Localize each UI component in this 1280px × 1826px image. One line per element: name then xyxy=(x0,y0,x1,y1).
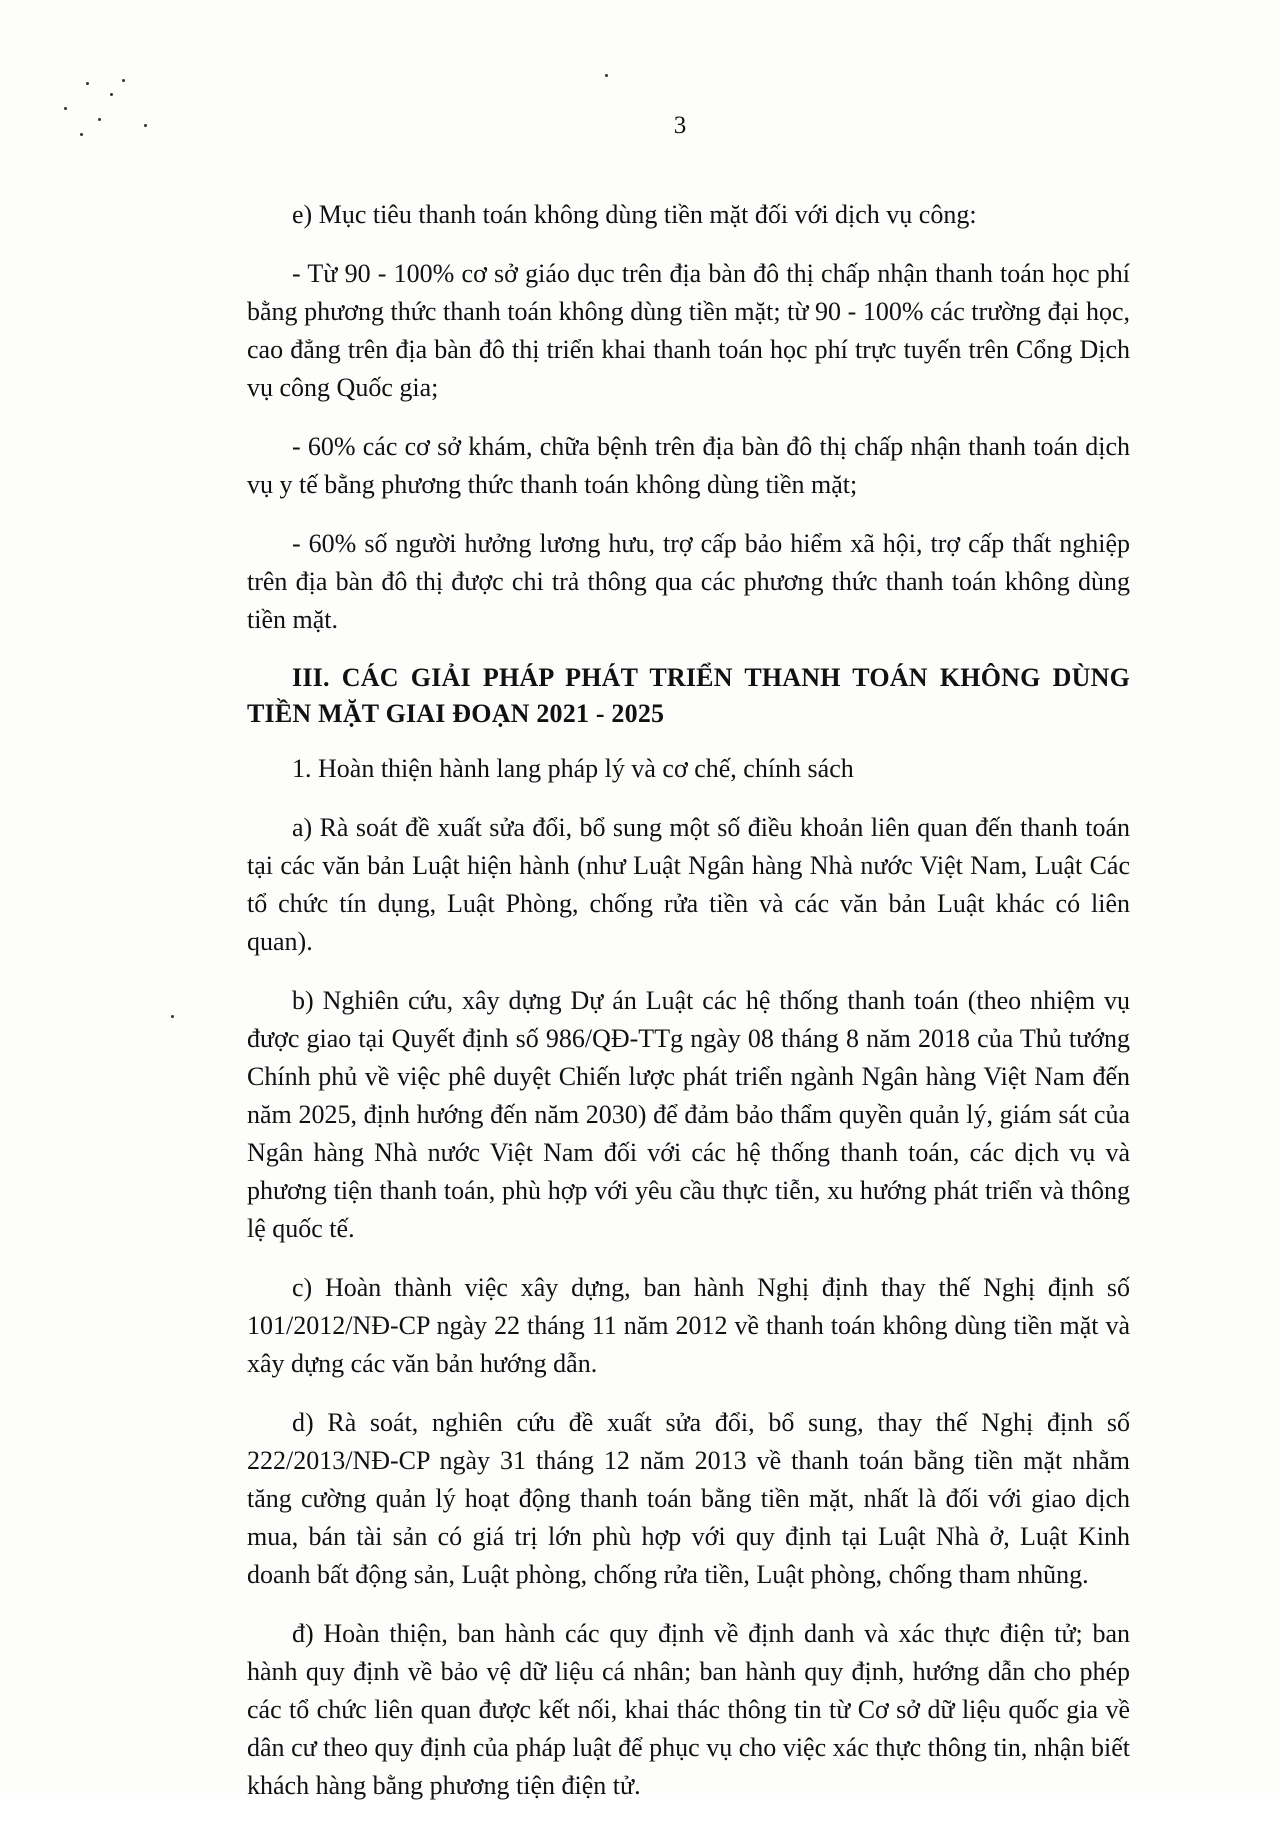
paragraph-item-c: c) Hoàn thành việc xây dựng, ban hành Nghị định thay thế Nghị định số 101/2012/NĐ-CP ngày 22 tháng 11 năm 2012 về thanh toán không dùng tiền mặt và xây dựng các văn bản hướng dẫn. xyxy=(247,1273,1130,1378)
section-heading: III. CÁC GIẢI PHÁP PHÁT TRIỂN THANH TOÁN KHÔNG DÙNG TIỀN MẶT GIAI ĐOẠN 2021 - 2025 xyxy=(247,663,1130,728)
paragraph-item-b: b) Nghiên cứu, xây dựng Dự án Luật các hệ thống thanh toán (theo nhiệm vụ được giao tại Quyết định số 986/QĐ-TTg ngày 08 tháng 8 năm 2018 của Thủ tướng Chính phủ về việc phê duyệt Chiến lược phát triển ngành Ngân hàng Việt Nam đến năm 2025, định hướng đến năm 2030) để đảm bảo thẩm quyền quản lý, giám sát của Ngân hàng Nhà nước Việt Nam đối với các hệ thống thanh toán, các dịch vụ và phương tiện thanh toán, phù hợp với yêu cầu thực tiễn, xu hướng phát triển và thông lệ quốc tế. xyxy=(247,986,1130,1243)
paragraph-item-a: a) Rà soát đề xuất sửa đổi, bổ sung một số điều khoản liên quan đến thanh toán tại các văn bản Luật hiện hành (như Luật Ngân hàng Nhà nước Việt Nam, Luật Các tổ chức tín dụng, Luật Phòng, chống rửa tiền và các văn bản Luật khác có liên quan). xyxy=(247,813,1130,956)
scan-speck xyxy=(605,74,608,77)
paragraph-pension: - 60% số người hưởng lương hưu, trợ cấp bảo hiểm xã hội, trợ cấp thất nghiệp trên địa bàn đô thị được chi trả thông qua các phương thức thanh toán không dùng tiền mặt. xyxy=(247,529,1130,634)
scan-speck xyxy=(64,107,67,110)
scan-speck xyxy=(122,79,125,82)
document-body xyxy=(247,196,1130,1826)
scan-speck xyxy=(110,93,113,96)
paragraph-payment-targets: e) Mục tiêu thanh toán không dùng tiền mặt đối với dịch vụ công: xyxy=(292,200,977,229)
page-number: 3 xyxy=(673,112,687,139)
paragraph-healthcare: - 60% các cơ sở khám, chữa bệnh trên địa bàn đô thị chấp nhận thanh toán dịch vụ y tế bằng phương thức thanh toán không dùng tiền mặt; xyxy=(247,432,1130,499)
paragraph-education: - Từ 90 - 100% cơ sở giáo dục trên địa bàn đô thị chấp nhận thanh toán học phí bằng phương thức thanh toán không dùng tiền mặt; từ 90 - 100% các trường đại học, cao đẳng trên địa bàn đô thị triển khai thanh toán học phí trực tuyến trên Cổng Dịch vụ công Quốc gia; xyxy=(247,259,1130,402)
paragraph-item-d: d) Rà soát, nghiên cứu đề xuất sửa đổi, bổ sung, thay thế Nghị định số 222/2013/NĐ-CP ngày 31 tháng 12 năm 2013 về thanh toán bằng tiền mặt nhằm tăng cường quản lý hoạt động thanh toán bằng tiền mặt, nhất là đối với giao dịch mua, bán tài sản có giá trị lớn phù hợp với quy định tại Luật Nhà ở, Luật Kinh doanh bất động sản, Luật phòng, chống rửa tiền, Luật phòng, chống tham nhũng. xyxy=(247,1408,1130,1589)
subsection-heading: 1. Hoàn thiện hành lang pháp lý và cơ chế, chính sách xyxy=(292,754,854,783)
scan-speck xyxy=(86,82,89,85)
scan-speck xyxy=(171,1015,174,1018)
paragraph-item-dd: đ) Hoàn thiện, ban hành các quy định về định danh và xác thực điện tử; ban hành quy định về bảo vệ dữ liệu cá nhân; ban hành quy định, hướng dẫn cho phép các tổ chức liên quan được kết nối, khai thác thông tin từ Cơ sở dữ liệu quốc gia về dân cư theo quy định của pháp luật để phục vụ cho việc xác thực thông tin, nhận biết khách hàng bằng phương tiện điện tử. xyxy=(247,1619,1130,1800)
